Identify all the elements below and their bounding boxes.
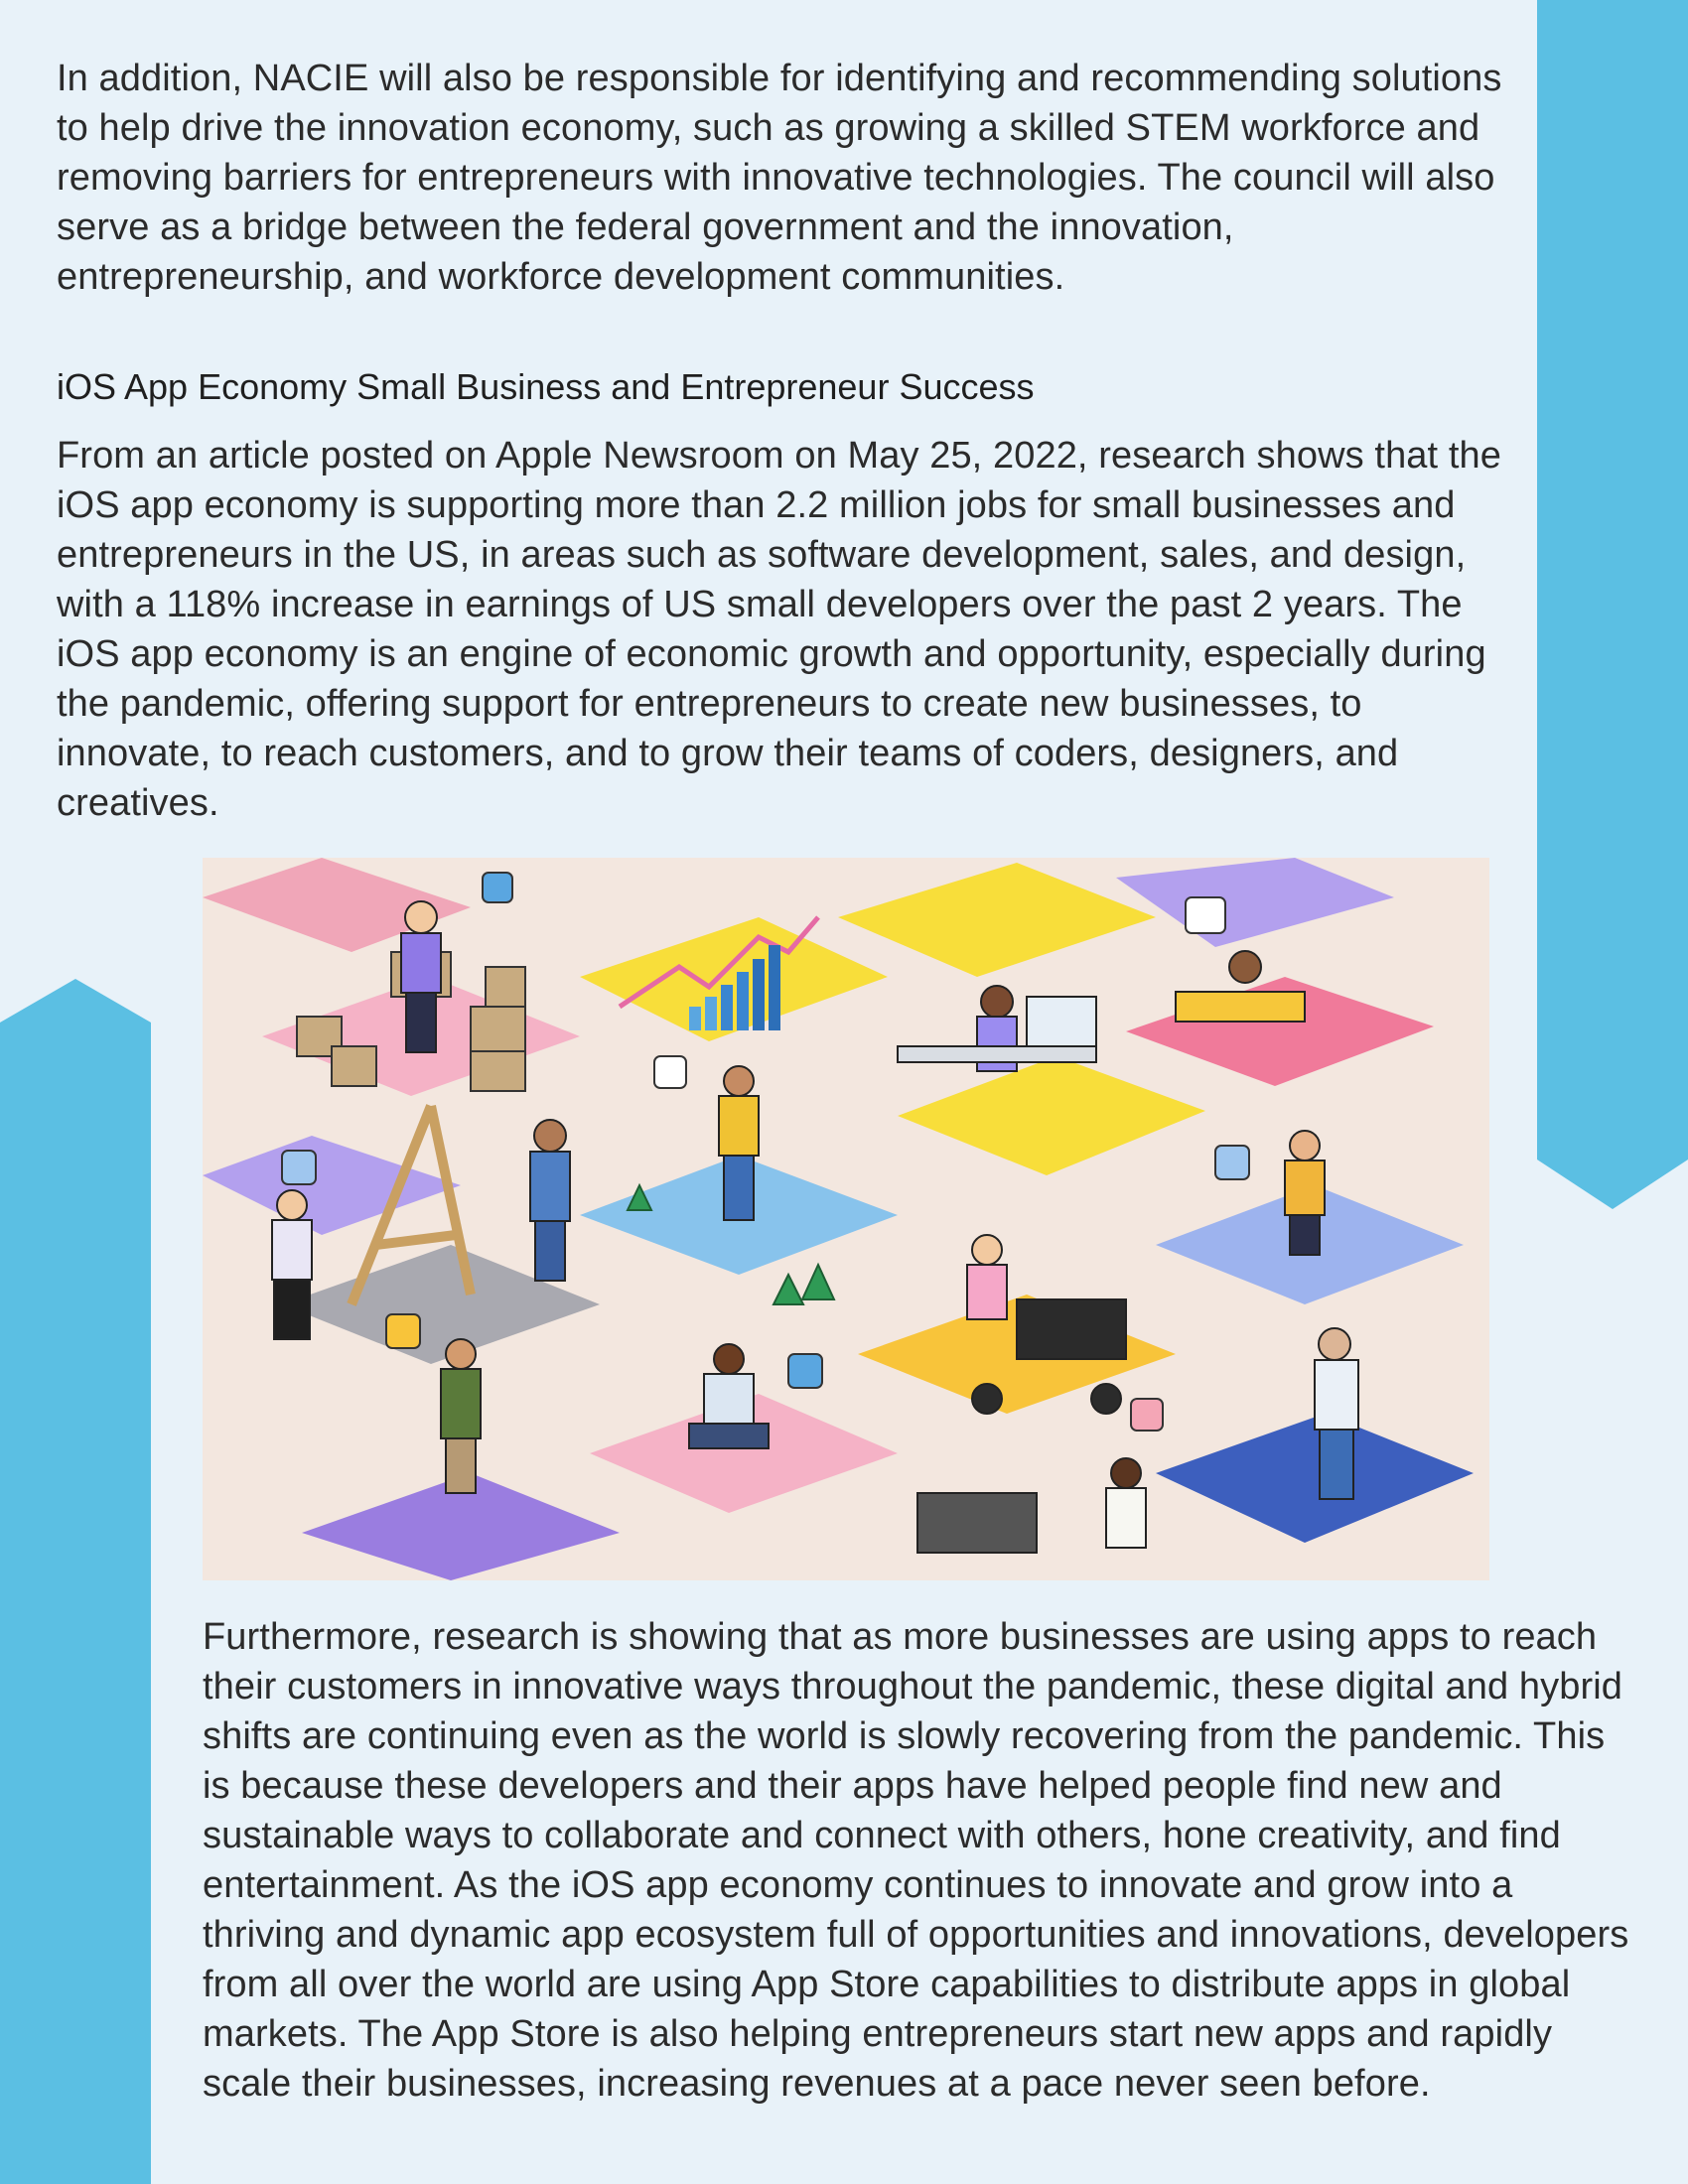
section-heading: iOS App Economy Small Business and Entrepreneur Success (57, 366, 1035, 407)
right-chevron-banner (1537, 0, 1688, 1209)
app-economy-illustration (203, 858, 1489, 1580)
closing-paragraph: Furthermore, research is showing that as more businesses are using apps to reach their customers in innovative ways throughout the pandemic, these digital and hybrid shifts are continuing even as the world is slowly recovering from the pandemic. This is because these developers and their apps have helped people find new and sustainable ways to collaborate and connect with others, hone creativity, and find entertainment. As the iOS app economy continues to innovate and grow into a thriving and dynamic app ecosystem full of opportunities and innovations, developers from all over the world are using App Store capabilities to distribute apps in global markets. The App Store is also helping entrepreneurs start new apps and rapidly scale their businesses, increasing revenues at a pace never seen before. (203, 1616, 1629, 2105)
article-paragraph: From an article posted on Apple Newsroom on May 25, 2022, research shows that the iOS app economy is supporting more than 2.2 million jobs for small businesses and entrepreneurs in the US, in areas such as software development, sales, and design, with a 118% increase in earnings of US small developers over the past 2 years. The iOS app economy is an engine of economic growth and opportunity, especially during the pandemic, offering support for entrepreneurs to create new businesses, to innovate, to reach customers, and to grow their teams of coders, designers, and creatives. (57, 435, 1501, 824)
intro-paragraph: In addition, NACIE will also be responsible for identifying and recommending solutions to help drive the innovation economy, such as growing a skilled STEM workforce and removing barriers for entrepreneurs with innovative technologies. The council will also serve as a bridge between the federal government and the innovation, entrepreneurship, and workforce development communities. (57, 58, 1502, 298)
left-chevron-banner (0, 979, 151, 2184)
